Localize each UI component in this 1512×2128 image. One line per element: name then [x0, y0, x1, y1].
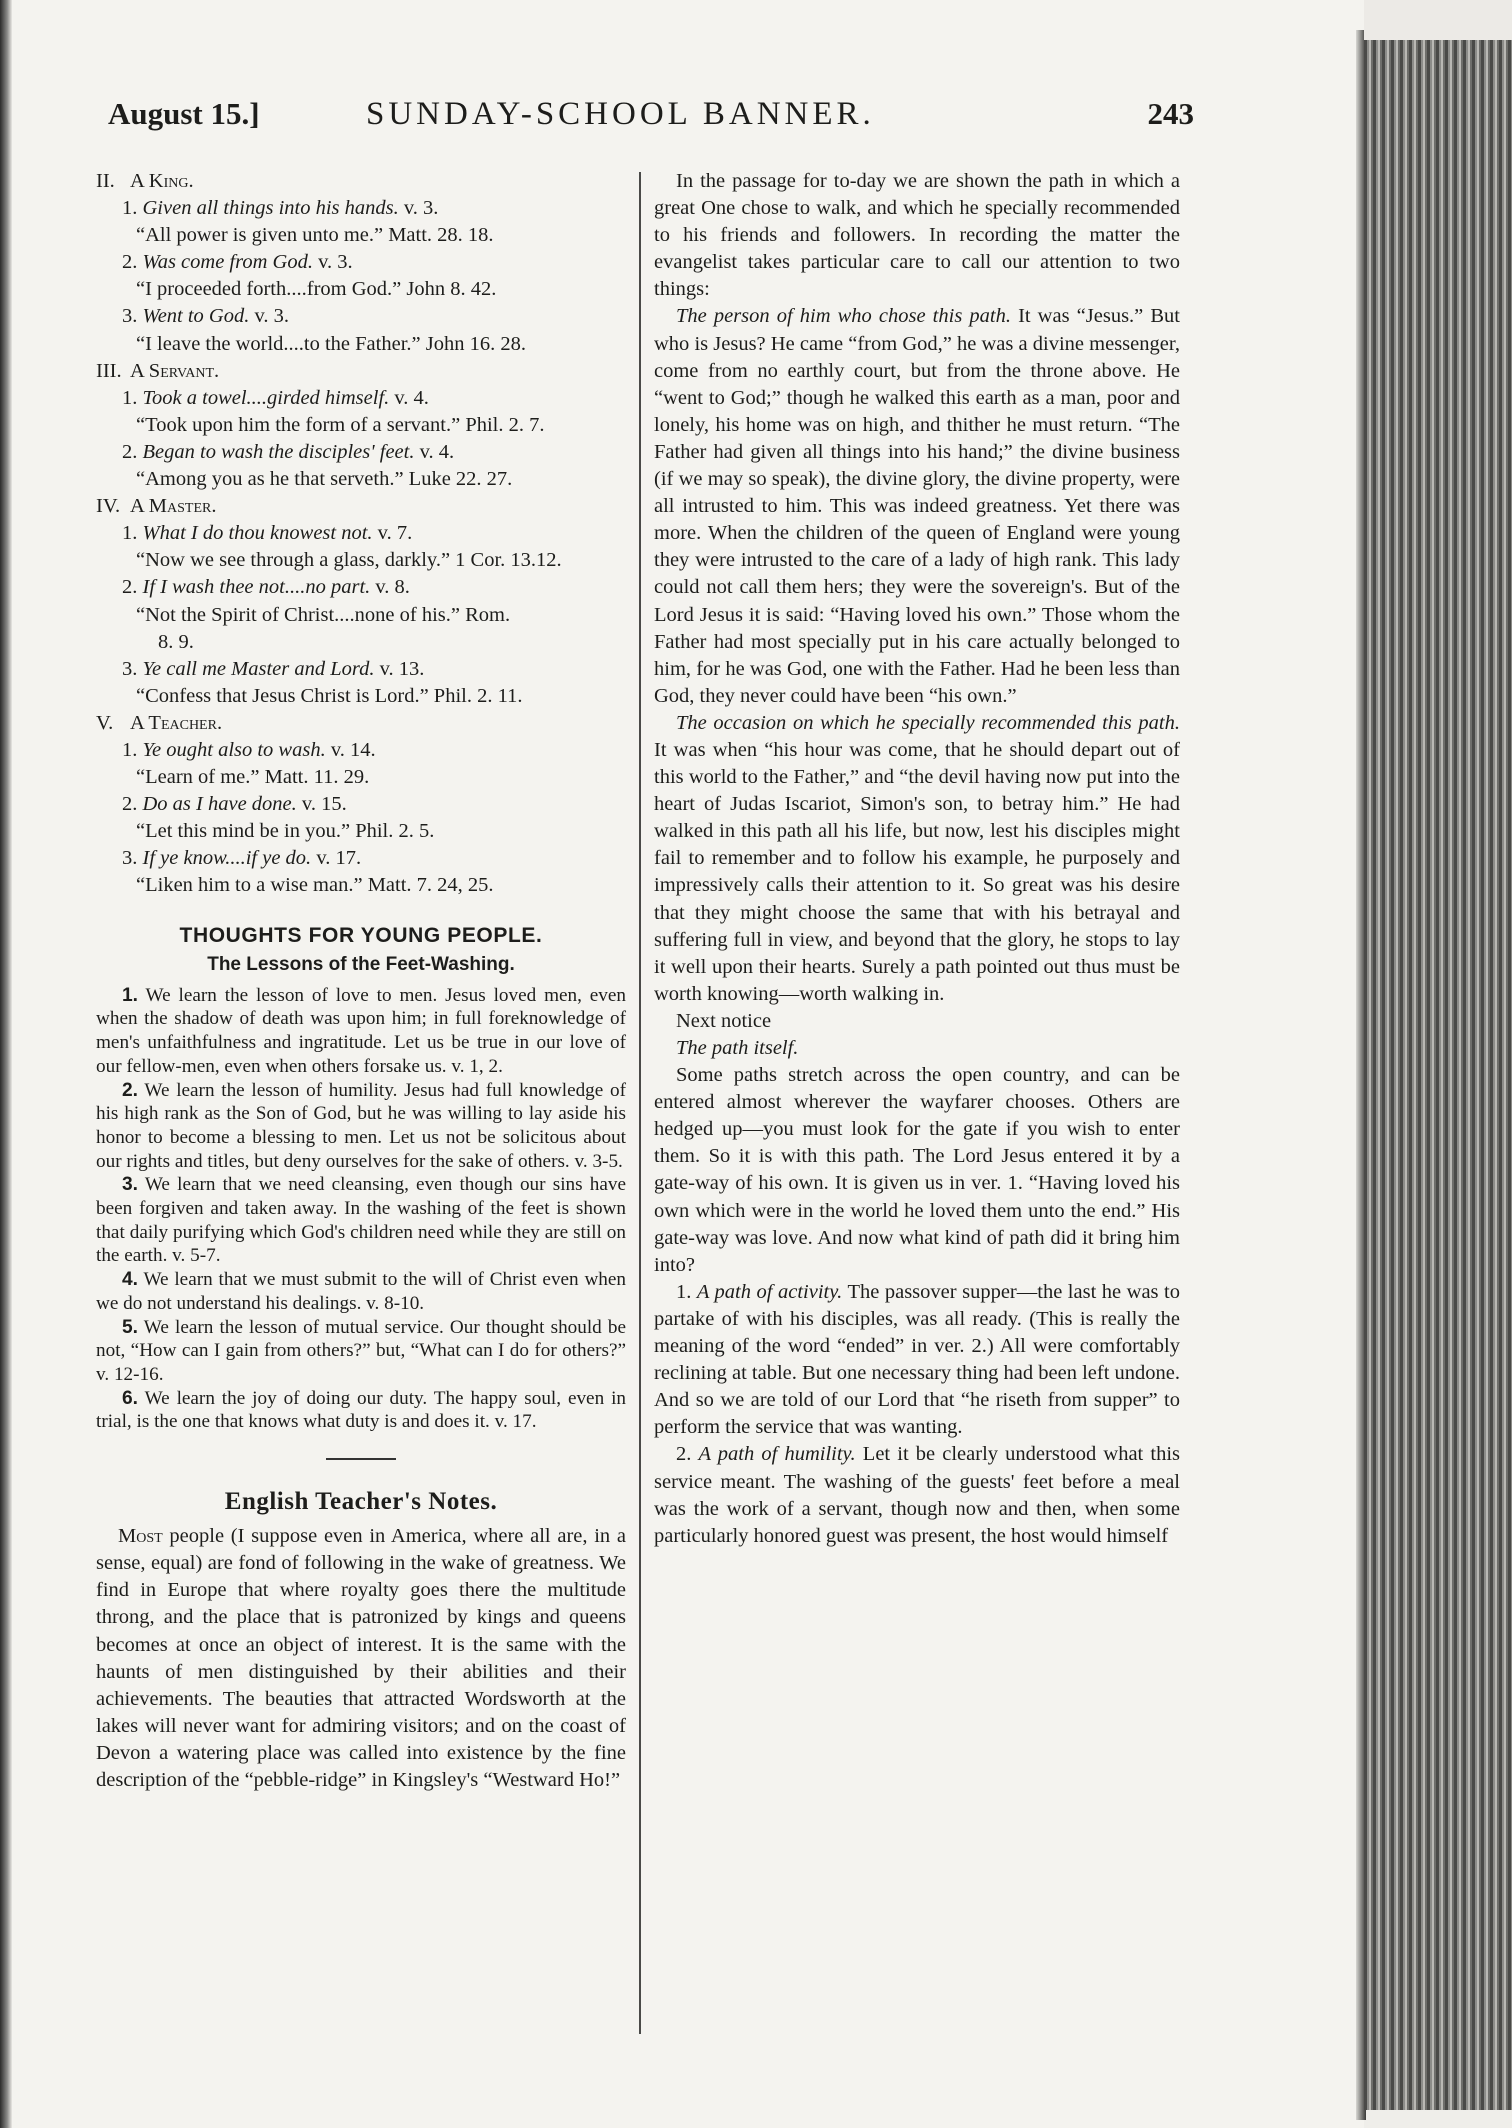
outline-section-heading — [96, 358, 626, 385]
left-column — [96, 168, 626, 1794]
outline-item-ref: v. 8. — [375, 576, 410, 599]
outline-item-text: If ye know....if ye do. — [142, 847, 312, 870]
lesson-number: 2. — [122, 1079, 139, 1101]
outline-item-text: Took a towel....girded himself. — [142, 386, 390, 409]
header-date: August 15.] — [108, 96, 260, 131]
paragraph-person — [654, 303, 1180, 709]
lesson-paragraph — [96, 1079, 626, 1174]
lesson-paragraph — [96, 984, 626, 1079]
outline-item-ref: v. 7. — [377, 522, 413, 545]
outline-item-text: Ye call me Master and Lord. — [142, 657, 375, 680]
path-itself-line — [654, 1035, 1180, 1062]
paragraph-intro: In the passage for to-day we are shown the path in which a great One chose to walk, and which he specially recommended to his friends and followers. In recording the matter the evangelist takes particular care to call our attention to two things: — [654, 170, 1180, 301]
outline-item — [96, 656, 626, 683]
book-page-stack — [1364, 40, 1512, 2110]
outline-item-number: 1. — [122, 197, 138, 220]
lesson-paragraph — [96, 1173, 626, 1268]
outline-item-ref: v. 15. — [301, 793, 347, 816]
outline-item-quote: “Learn of me.” Matt. 11. 29. — [136, 766, 370, 789]
outline-item — [96, 737, 626, 764]
outline-section-title: A King. — [130, 170, 194, 192]
lesson-text: We learn that we need cleansing, even though our sins have been forgiven and taken away. In the washing of the feet is shown that daily purifying which God's children need while they are still on the earth. v. 5-7. — [96, 1174, 626, 1267]
outline-item — [96, 520, 626, 547]
lessons-list — [96, 984, 626, 1434]
outline-section-number: II. — [96, 170, 115, 192]
book-edge-top — [1364, 0, 1512, 42]
running-header — [108, 96, 1194, 146]
outline-item-number: 2. — [122, 440, 138, 463]
outline-item — [96, 249, 626, 276]
paragraph-paths: Some paths stretch across the open country, and can be entered almost wherever the wayfarer chooses. Others are hedged up—you must look for the gate if you wish to enter them. So it is with this path. The Lord Jesus entered it by a gate-way of his own. It is given us in ver. 1. “Having loved his own which were in the world he loved them unto the end.” His gate-way was love. And now what kind of path did it bring him into? — [654, 1064, 1180, 1276]
thoughts-heading: THOUGHTS FOR YOUNG PEOPLE. — [179, 923, 543, 947]
outline-item-quote: “Among you as he that serveth.” Luke 22. 27. — [136, 468, 513, 491]
outline-item — [96, 195, 626, 222]
outline-item-text: Ye ought also to wash. — [142, 738, 326, 761]
lesson-text: We learn the joy of doing our duty. The happy soul, even in trial, is the one that knows what duty is and does it. v. 17. — [96, 1387, 626, 1433]
outline-item-number: 1. — [122, 738, 138, 761]
outline-item-quote: “Now we see through a glass, darkly.” 1 Cor. 13.12. — [136, 549, 562, 572]
lesson-number: 6. — [122, 1387, 139, 1409]
lesson-number: 1. — [122, 984, 139, 1006]
outline-item-text: If I wash thee not....no part. — [142, 576, 371, 599]
outline-item-quote-continued: 8. 9. — [158, 630, 194, 653]
outline-item-number: 1. — [122, 386, 138, 409]
notes-intro-text: people (I suppose even in America, where all are, in a sense, equal) are fond of following in the wake of greatness. We find in Europe that where royalty goes there the multitude throng, and the place that is patronized by kings and queens becomes at once an object of interest. It is the same with the haunts of men distinguished by their abilities and their achievements. The beauties that attracted Wordsworth at the lakes will never want for admiring visitors; and on the coast of Devon a watering place was called into existence by the fine description of the “pebble-ridge” in Kingsley's “Westward Ho!” — [96, 1525, 626, 1792]
lesson-number: 4. — [122, 1269, 139, 1291]
activity-text: The passover supper—the last he was to partake of with his disciples, was all ready. (This is really the meaning of the word “ended” in ver. 2.) All were comfortably reclining at table. But one necessary thing had been left undone. And so we are told of our Lord that “he riseth from supper” to perform the service that was wanting. — [654, 1280, 1180, 1439]
outline-item-ref: v. 14. — [330, 738, 376, 761]
outline-item-quote: “I proceeded forth....from God.” John 8. 42. — [136, 278, 497, 301]
lesson-paragraph — [96, 1268, 626, 1315]
notes-intro-paragraph — [96, 1523, 626, 1794]
outline-section-number: III. — [96, 359, 122, 382]
outline-item — [96, 439, 626, 466]
next-notice-line: Next notice — [676, 1009, 772, 1032]
thoughts-subheading: The Lessons of the Feet-Washing. — [207, 953, 515, 975]
lesson-text: We learn the lesson of humility. Jesus had full knowledge of his high rank as the Son of God, but he was willing to lay aside his honor to become a blessing to men. Let us not be solicitous about our rights and titles, but deny ourselves for the sake of others. v. 3-5. — [96, 1079, 626, 1172]
notes-heading: English Teacher's Notes. — [224, 1488, 498, 1516]
outline-section-number: V. — [96, 711, 114, 734]
humility-text: Let it be clearly understood what this service meant. The washing of the guests' feet before a meal was the work of a servant, though now and then, when some particularly honored guest was present, the host would himself — [654, 1443, 1180, 1547]
outline-item-quote: “I leave the world....to the Father.” John 16. 28. — [136, 332, 526, 355]
outline-section-title: A Master. — [130, 495, 217, 518]
outline-item-number: 3. — [122, 657, 138, 680]
outline-item — [96, 303, 626, 330]
outline-section-number: IV. — [96, 495, 121, 518]
outline-item-text: Went to God. — [142, 305, 250, 328]
lesson-paragraph — [96, 1316, 626, 1387]
header-title: SUNDAY-SCHOOL BANNER. — [366, 96, 875, 132]
paragraph-humility — [654, 1441, 1180, 1549]
lesson-text: We learn the lesson of love to men. Jesus loved men, even when the shadow of death was upon him; in full foreknowledge of men's unfaithfulness and ingratitude. Let us be true in our love of our fellow-men, even when others forsake us. v. 1, 2. — [96, 984, 626, 1077]
outline-section-title: A Servant. — [130, 359, 220, 382]
right-column — [654, 168, 1180, 1550]
outline-section-heading — [96, 493, 626, 520]
outline-item-ref: v. 13. — [379, 657, 425, 680]
outline-item-number: 2. — [122, 251, 138, 274]
outline-item-number: 3. — [122, 305, 138, 328]
outline-item-number: 2. — [122, 793, 138, 816]
outline-item-text: Began to wash the disciples' feet. — [142, 440, 415, 463]
paragraph-occasion-text: It was when “his hour was come, that he should depart out of this world to the Father,” and “the devil having now put into the heart of Judas Iscariot, Simon's son, to betray him.” He had walked in this path all his life, but now, lest his disciples might fail to remember and to follow his example, he purposely and impressively calls their attention to it. So great was his desire that they might choose the same that with his betrayal and suffering full in view, and beyond that the glory, he stops to lay it well upon their hearts. Surely a path pointed out thus must be worth knowing—worth walking in. — [654, 738, 1180, 1005]
outline-item-number: 3. — [122, 847, 138, 870]
outline-item-quote: “Liken him to a wise man.” Matt. 7. 24, 25. — [136, 874, 494, 897]
outline-item — [96, 574, 626, 601]
outline-section-heading — [96, 168, 626, 195]
outline-item-ref: v. 3. — [318, 251, 353, 274]
outline-section-heading — [96, 710, 626, 737]
notes-first-word: Most — [118, 1525, 163, 1548]
outline-item-quote: “Took upon him the form of a servant.” Phil. 2. 7. — [136, 413, 545, 436]
lesson-number: 3. — [122, 1174, 139, 1196]
column-divider — [639, 172, 641, 2034]
outline-item — [96, 845, 626, 872]
lesson-outline — [96, 168, 626, 900]
outline-item-number: 2. — [122, 576, 138, 599]
outline-item-text: Given all things into his hands. — [142, 197, 399, 220]
paragraph-person-text: It was “Jesus.” But who is Jesus? He came “from God,” he was a divine messenger, come from no earthly court, but from the throne above. He “went to God;” though he walked this earth as a man, poor and lonely, his home was on high, and thither he must return. “The Father had given all things into his hand;” the divine business (if we may so speak), the divine glory, the divine property, were all intrusted to him. This was indeed greatness. Yet there was more. When the children of the queen of England were young they were intrusted to the care of a lady of high rank. This lady could not call them hers; they were the sovereign's. But of the Lord Jesus it is said: “Having loved his own.” Those whom the Father had most specially put in his care actually belonged to him, for he was God, one with the Father. Had he been less than God, they never could have been “his own.” — [654, 305, 1180, 707]
outline-item-quote: “Confess that Jesus Christ is Lord.” Phil. 2. 11. — [136, 684, 523, 707]
lesson-number: 5. — [122, 1316, 139, 1338]
lesson-text: We learn the lesson of mutual service. Our thought should be not, “How can I gain from others?” but, “What can I do for others?” v. 12-16. — [96, 1316, 627, 1385]
outline-item-text: What I do thou knowest not. — [142, 522, 373, 545]
outline-item-ref: v. 17. — [316, 847, 362, 870]
binding-shadow — [0, 0, 12, 2128]
humility-heading: A path of humility. — [698, 1443, 856, 1466]
outline-item-ref: v. 3. — [403, 197, 439, 220]
outline-item-quote: “Let this mind be in you.” Phil. 2. 5. — [136, 820, 435, 843]
outline-section-title: A Teacher. — [130, 711, 223, 734]
outline-item-quote: “All power is given unto me.” Matt. 28. 18. — [136, 224, 494, 247]
path-itself-heading: The path itself. — [676, 1037, 799, 1059]
paragraph-person-heading: The person of him who chose this path. — [676, 305, 1011, 328]
activity-heading: A path of activity. — [696, 1280, 843, 1303]
outline-item-text: Do as I have done. — [142, 793, 297, 816]
lesson-text: We learn that we must submit to the will of Christ even when we do not understand his dealings. v. 8-10. — [96, 1269, 627, 1314]
humility-number: 2. — [676, 1443, 692, 1466]
outline-item-ref: v. 4. — [394, 386, 429, 409]
activity-number: 1. — [676, 1280, 692, 1303]
section-rule — [326, 1458, 396, 1460]
outline-item — [96, 791, 626, 818]
paragraph-occasion — [654, 710, 1180, 1008]
outline-item — [96, 385, 626, 412]
outline-item-number: 1. — [122, 522, 138, 545]
outline-item-text: Was come from God. — [142, 251, 313, 274]
page-number: 243 — [1147, 96, 1194, 131]
paragraph-activity — [654, 1279, 1180, 1442]
outline-item-ref: v. 4. — [419, 440, 455, 463]
outline-item-quote: “Not the Spirit of Christ....none of his.” Rom. — [136, 603, 511, 626]
outline-item-ref: v. 3. — [254, 305, 290, 328]
paragraph-occasion-heading: The occasion on which he specially recommended this path. — [676, 711, 1180, 734]
lesson-paragraph — [96, 1387, 626, 1434]
